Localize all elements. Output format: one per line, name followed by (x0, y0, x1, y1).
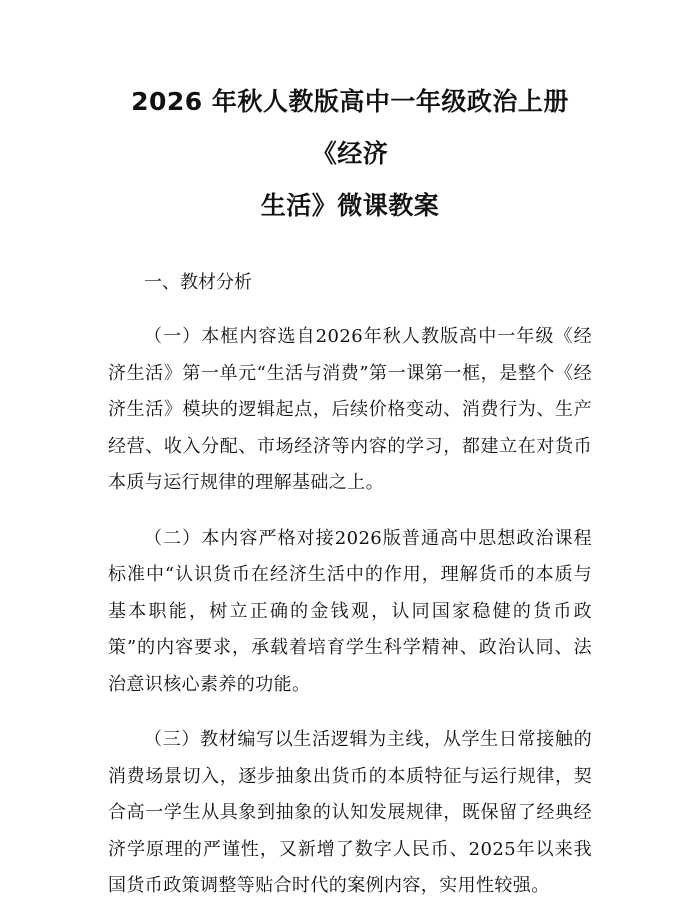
paragraph-2: （二）本内容严格对接2026版普通高中思想政治课程标准中“认识货币在经济生活中的作用，理解货币的本质与基本职能，树立正确的金钱观，认同国家稳健的货币政策”的内容要求，承载着培育学生科学精神、政治认同、法治意识核心素养的功能。 (108, 527, 592, 695)
title-line-1: 2026 年秋人教版高中一年级政治上册《经济 (131, 87, 569, 168)
paragraph-1: （一）本框内容选自2026年秋人教版高中一年级《经济生活》第一单元“生活与消费”第一课第一框，是整个《经济生活》模块的逻辑起点，后续价格变动、消费行为、生产经营、收入分配、市场经济等内容的学习，都建立在对货币本质与运行规律的理解基础之上。 (108, 326, 592, 493)
paragraph-3: （三）教材编写以生活逻辑为主线，从学生日常接触的消费场景切入，逐步抽象出货币的本质特征与运行规律，契合高一学生从具象到抽象的认知发展规律，既保留了经典经济学原理的严谨性，又新增了数字人民币、2025年以来我国货币政策调整等贴合时代的案例内容，实用性较强。 (108, 729, 592, 896)
section-heading: 一、教材分析 (144, 272, 252, 293)
document-title (108, 76, 592, 232)
title-line-2: 生活》微课教案 (260, 191, 440, 220)
